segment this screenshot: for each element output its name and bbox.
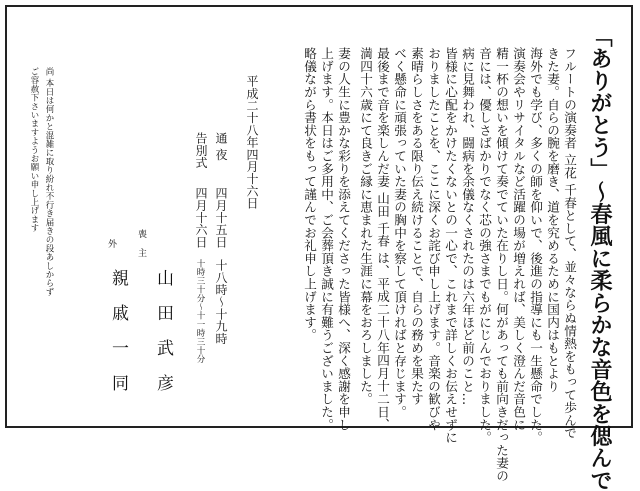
funeral-time: 十時三十分～十一時三十分: [195, 259, 205, 364]
thanks-line-3: 略儀ながら書状をもって謹んでお礼申し上げます。: [302, 47, 317, 342]
note-line-1: 尚 本日は何かと混雑に取り紛れ不行き届きの段あしからず: [44, 67, 54, 297]
chief-mourner-role: 喪主: [136, 229, 146, 267]
announcement-date: 平成二十八年四月十六日: [245, 75, 259, 210]
letter-title: 「ありがとう」～春風に柔らかな音色を偲んで: [587, 25, 613, 491]
body-line-4: 演奏会やリサイタルなど活躍の場が増えれば、美しく澄んだ音色に: [511, 47, 526, 431]
letter-frame: [5, 5, 633, 491]
body-line-10: 素晴らしさをある限り伝え続けることで、自らの務めを果たす: [409, 47, 424, 406]
body-line-6: 音には、優しさばかりでなく芯の強さまでもがにじんでおりました。: [477, 47, 492, 444]
thanks-line-2: 上げます。本日はご多用中、ご会葬頂き誠に有難うございました。: [319, 47, 334, 431]
thanks-line-1: 妻の人生に豊かな彩りを添えてくださった皆様へ、深く感謝を申し: [336, 47, 351, 431]
body-line-1: フルートの演奏者 立花 千春として、並々ならぬ情熱をもって歩んで: [562, 47, 577, 440]
body-line-13: 満四十六歳にて良きご縁に恵まれた生涯に幕をおろしました。: [358, 47, 373, 406]
body-line-12: 最後まで音を楽しんだ妻 山田 千春 は、平成二十八年四月十二日、: [375, 47, 390, 431]
body-line-7: 病に見舞われ、闘病を余儀なくされたのは六年ほど前のこと…: [460, 47, 475, 406]
body-line-9: おりましたことを、ここに深くお詫び申し上げます。音楽の歓びや: [426, 47, 441, 431]
body-line-2: きた妻。自らの腕を磨き、道を究めるために国内はもとより: [545, 47, 560, 393]
body-line-3: 海外でも学び、多くの師を仰いで、後進の指導にも一生懸命でした。: [528, 47, 543, 444]
funeral-label: 告別式: [194, 132, 208, 169]
relatives-name: 親戚一同: [108, 269, 128, 409]
note-line-2: ご容赦下さいますようお願い申し上げます: [29, 67, 39, 233]
body-line-8: 皆様に心配をかけたくないとの一心で、これまで詳しくお伝えせずに: [443, 47, 458, 444]
funeral-date: 四月十六日: [194, 187, 208, 248]
body-line-11: べく懸命に頑張っていた妻の胸中を察して頂ければと存じます。: [392, 47, 407, 419]
chief-mourner-name: 山田武彦: [153, 269, 173, 409]
wake-label: 通 夜: [214, 132, 228, 161]
wake-date: 四月十五日: [214, 187, 228, 248]
others-role: 外: [106, 239, 116, 249]
wake-time: 十八時～十九時: [214, 259, 228, 345]
body-line-5: 精一杯の想いを傾けて奏でていた在りし日。何があっても前向きだった妻の: [494, 47, 509, 483]
